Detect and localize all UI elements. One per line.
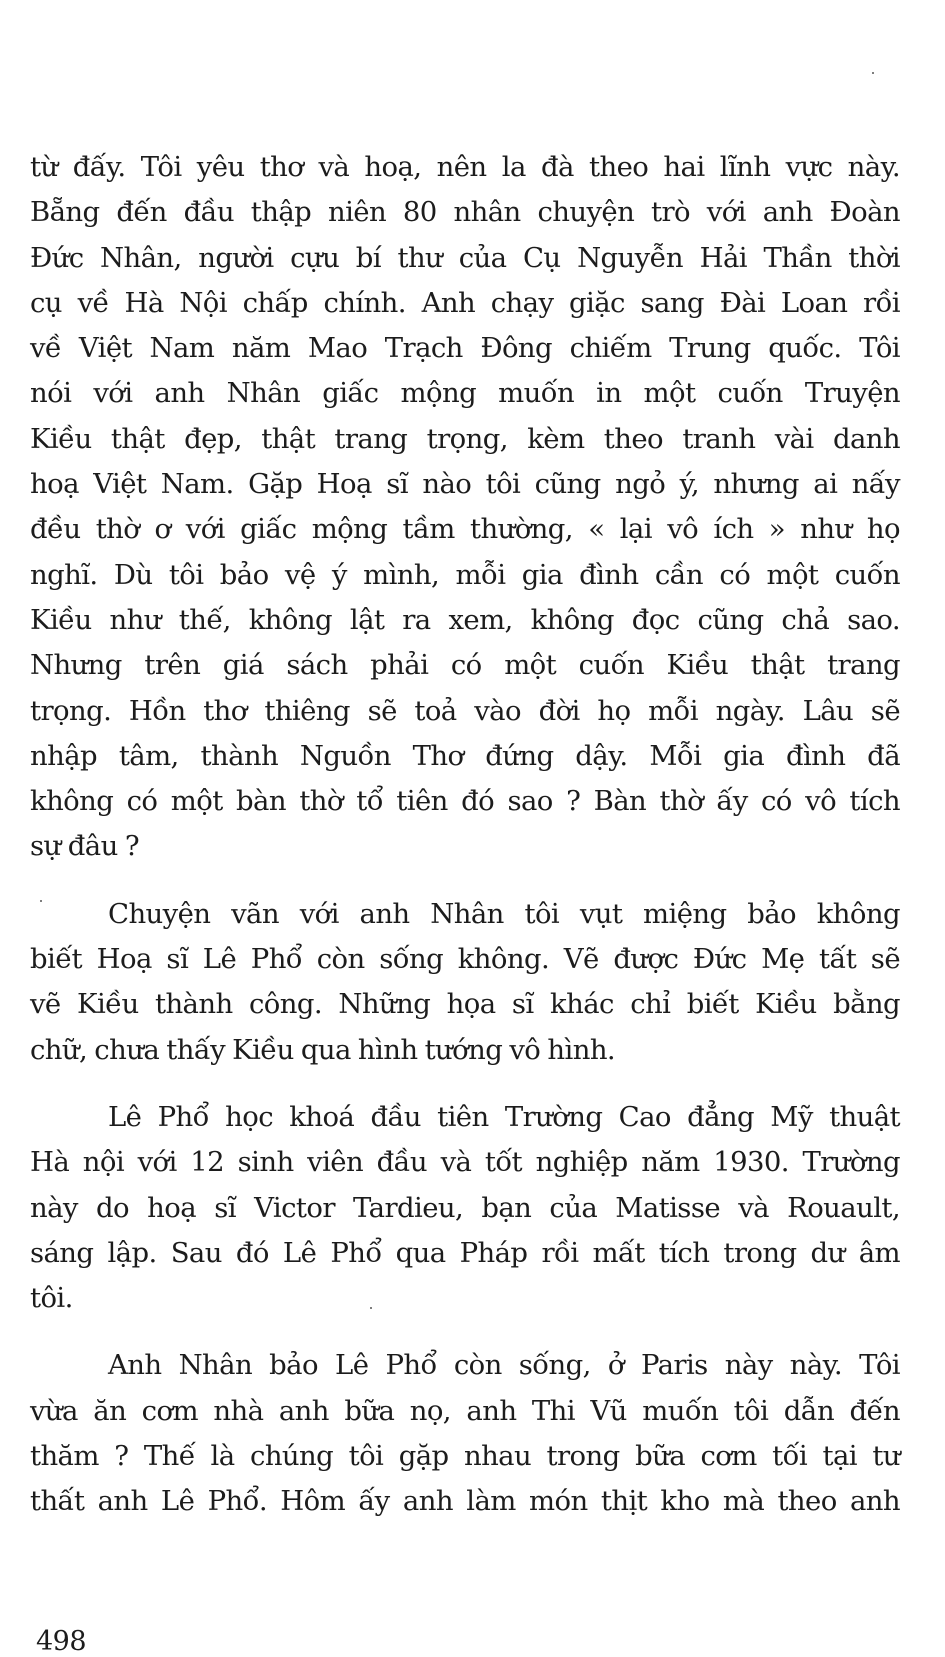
text-line: Hà nội với 12 sinh viên đầu và tốt nghiệp năm 1930. Trường: [30, 1146, 900, 1179]
text-line: Chuyện vãn với anh Nhân tôi vụt miệng bảo không: [108, 897, 900, 930]
text-line: Lê Phổ học khoá đầu tiên Trường Cao đẳng Mỹ thuật: [108, 1100, 900, 1133]
text-line: chữ, chưa thấy Kiều qua hình tướng vô hình.: [30, 1033, 616, 1066]
text-line: nhập tâm, thành Nguồn Thơ đứng dậy. Mỗi gia đình đã: [30, 739, 900, 772]
text-line: không có một bàn thờ tổ tiên đó sao ? Bàn thờ ấy có vô tích: [30, 785, 900, 818]
book-page-text: [30, 145, 900, 1525]
scan-speck: [370, 1307, 372, 1309]
text-line: sáng lập. Sau đó Lê Phổ qua Pháp rồi mất tích trong dư âm: [30, 1236, 900, 1269]
text-line: đều thờ ơ với giấc mộng tầm thường, « lại vô ích » như họ: [30, 513, 900, 546]
scan-speck: [40, 900, 42, 902]
paragraph-1: [30, 145, 900, 870]
text-line: trọng. Hồn thơ thiêng sẽ toả vào đời họ mỗi ngày. Lâu sẽ: [30, 694, 900, 727]
text-line: nói với anh Nhân giấc mộng muốn in một cuốn Truyện: [30, 377, 900, 410]
text-line: về Việt Nam năm Mao Trạch Đông chiếm Trung quốc. Tôi: [30, 332, 900, 365]
text-line: vừa ăn cơm nhà anh bữa nọ, anh Thi Vũ muốn tôi dẫn đến: [30, 1394, 900, 1427]
page-number: 498: [36, 1626, 87, 1657]
paragraph-4: [30, 1343, 900, 1524]
text-line: hoạ Việt Nam. Gặp Hoạ sĩ nào tôi cũng ngỏ ý, nhưng ai nấy: [30, 468, 900, 501]
paragraph-2: [30, 892, 900, 1073]
text-line: sự đâu ?: [30, 830, 139, 863]
text-line: vẽ Kiều thành công. Những họa sĩ khác chỉ biết Kiều bằng: [30, 988, 900, 1021]
text-line: nghĩ. Dù tôi bảo vệ ý mình, mỗi gia đình cần có một cuốn: [30, 558, 900, 591]
text-line: Nhưng trên giá sách phải có một cuốn Kiều thật trang: [30, 649, 900, 682]
text-line: Kiều như thế, không lật ra xem, không đọc cũng chả sao.: [30, 603, 900, 636]
text-line: thất anh Lê Phổ. Hôm ấy anh làm món thịt kho mà theo anh: [30, 1485, 900, 1518]
text-line: thăm ? Thế là chúng tôi gặp nhau trong bữa cơm tối tại tư: [30, 1440, 900, 1473]
paragraph-3: [30, 1095, 900, 1321]
text-line: Đức Nhân, người cựu bí thư của Cụ Nguyễn Hải Thần thời: [30, 241, 900, 274]
scan-speck: [872, 72, 874, 74]
text-line: cụ về Hà Nội chấp chính. Anh chạy giặc sang Đài Loan rồi: [30, 286, 900, 319]
text-line: Bẵng đến đầu thập niên 80 nhân chuyện trò với anh Đoàn: [30, 196, 900, 229]
text-line: tôi.: [30, 1282, 73, 1315]
text-line: này do hoạ sĩ Victor Tardieu, bạn của Matisse và Rouault,: [30, 1191, 900, 1224]
text-line: từ đấy. Tôi yêu thơ và hoạ, nên la đà theo hai lĩnh vực này.: [30, 151, 900, 183]
text-line: Kiều thật đẹp, thật trang trọng, kèm theo tranh vài danh: [30, 422, 900, 455]
text-line: Anh Nhân bảo Lê Phổ còn sống, ở Paris này này. Tôi: [108, 1349, 900, 1382]
text-line: biết Hoạ sĩ Lê Phổ còn sống không. Vẽ được Đức Mẹ tất sẽ: [30, 943, 900, 976]
